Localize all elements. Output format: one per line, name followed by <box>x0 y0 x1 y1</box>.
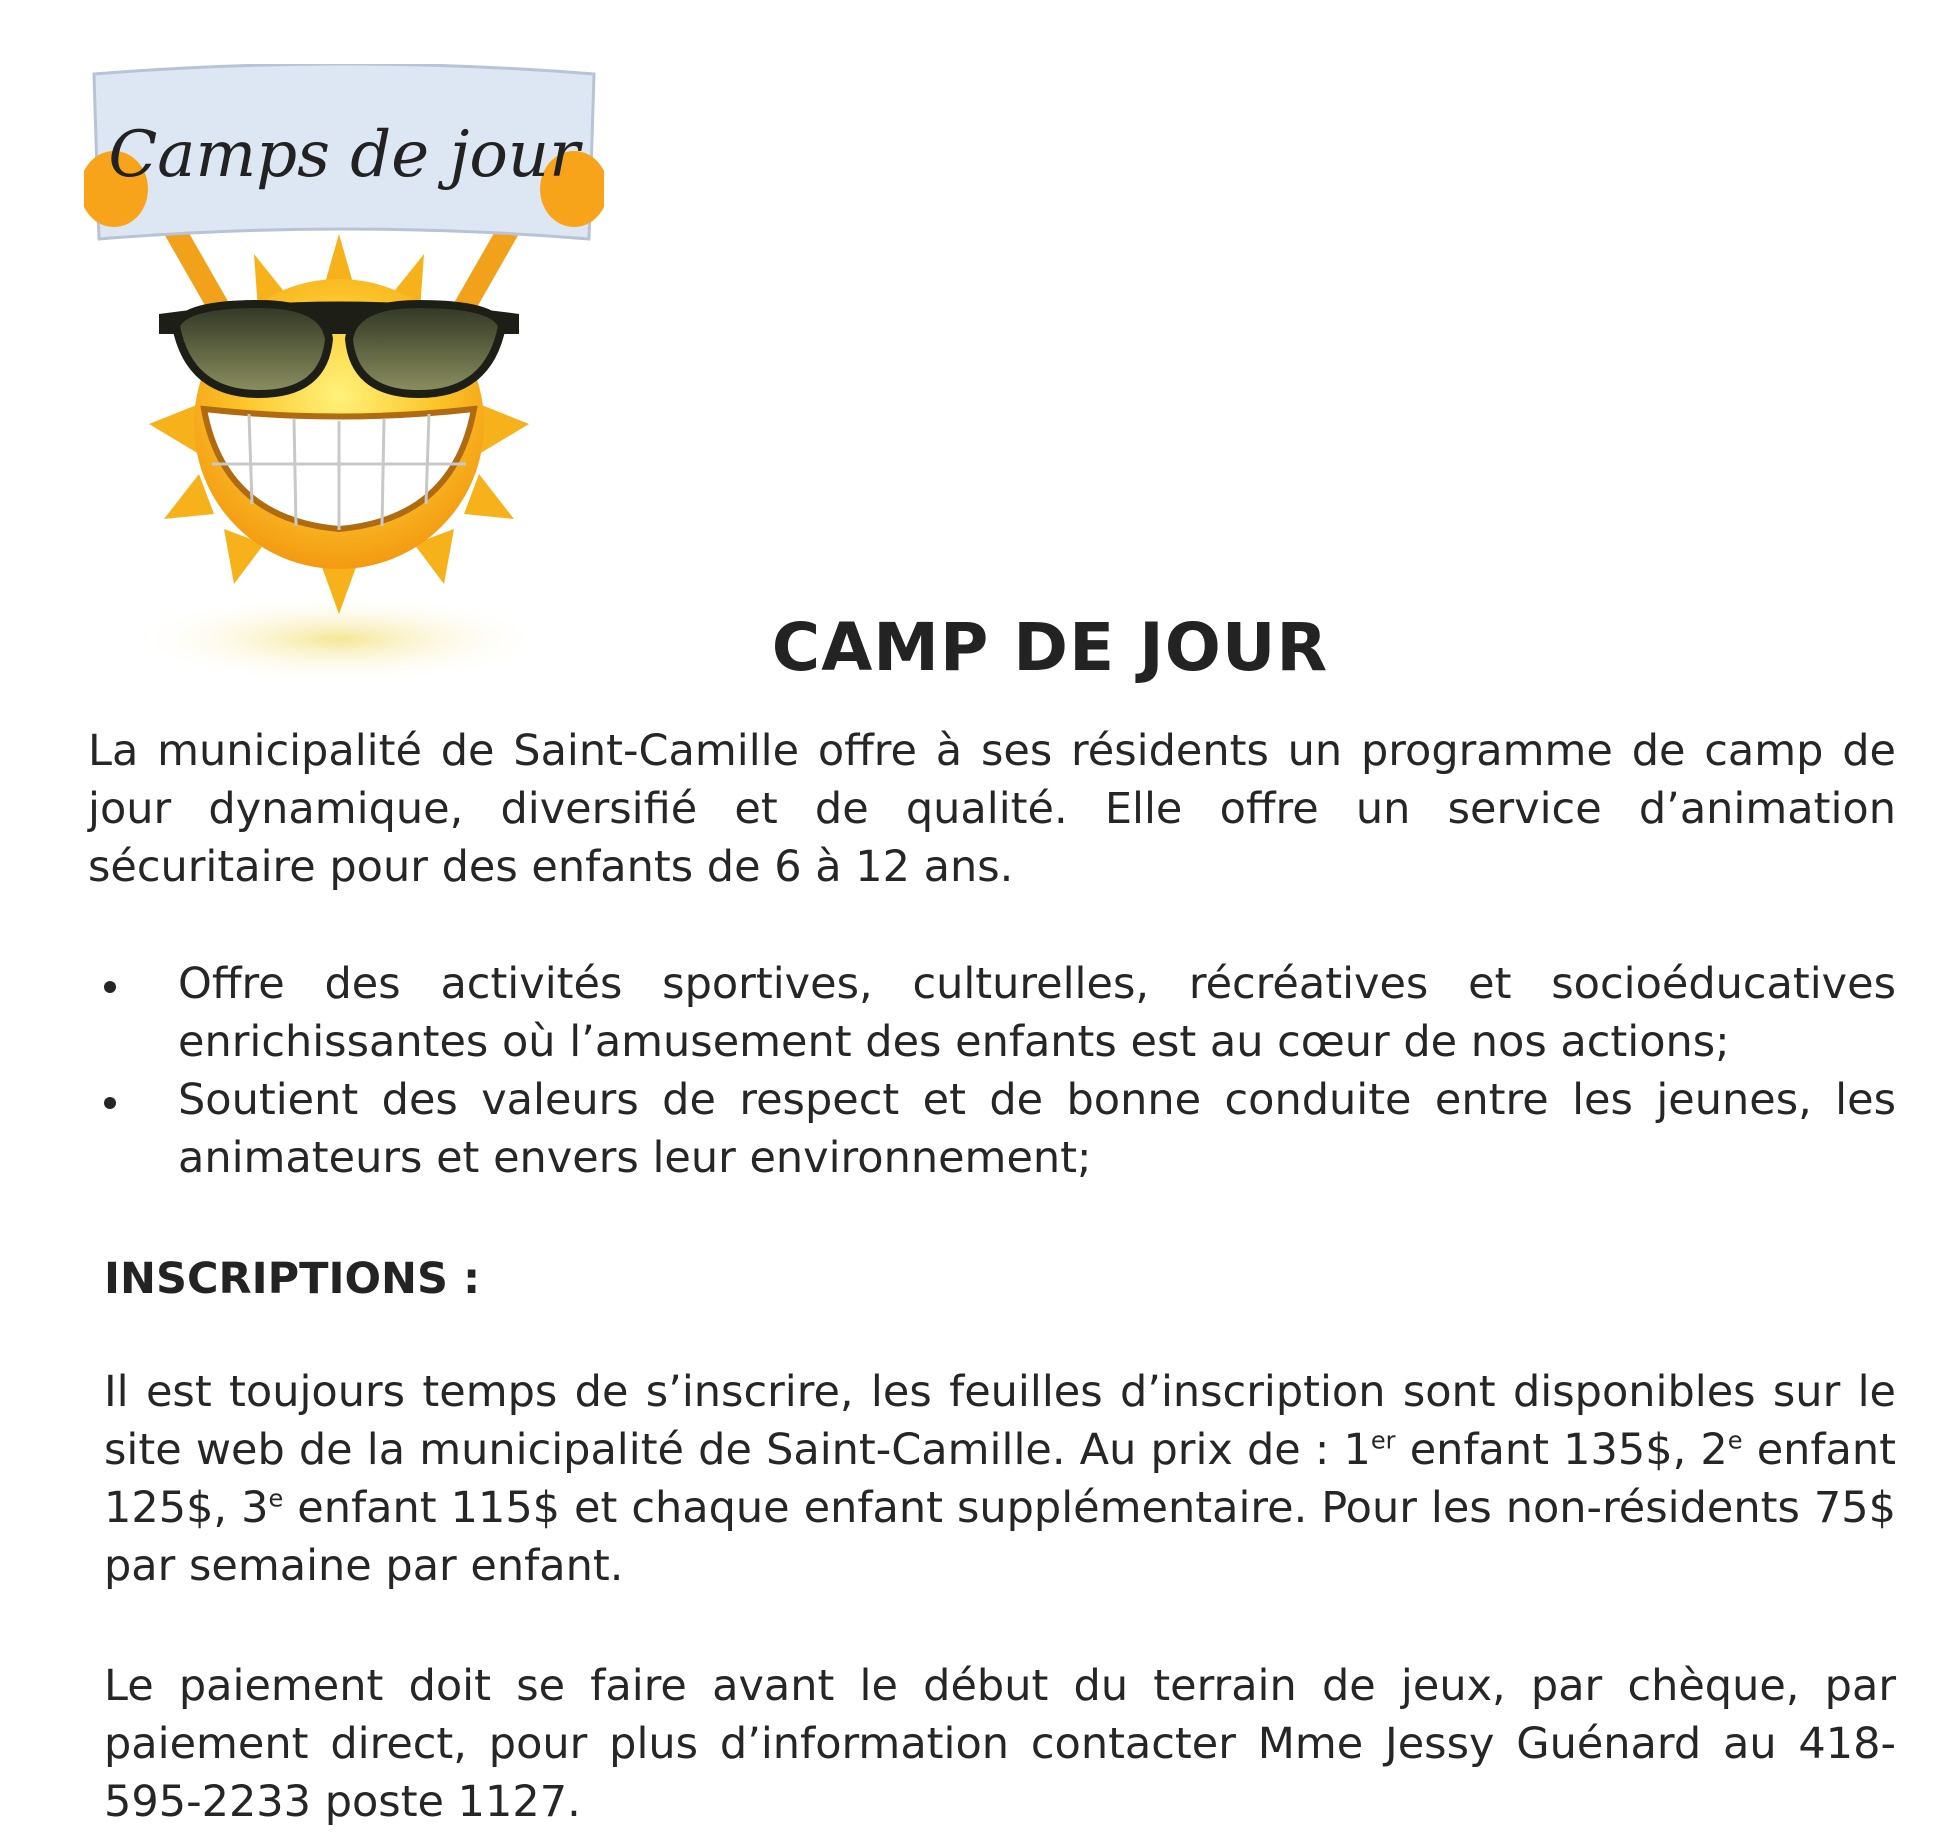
features-list <box>88 955 1896 1187</box>
list-item-text: Offre des activités sportives, culturelles, récréatives et socioéducatives enrichissantes où l’amusement des enfants est au cœur de nos actions; <box>178 959 1896 1067</box>
ordinal-suffix: e <box>268 1484 284 1513</box>
inscriptions-heading: INSCRIPTIONS : <box>104 1254 481 1304</box>
page-title: CAMP DE JOUR <box>771 609 1329 686</box>
intro-paragraph: La municipalité de Saint-Camille offre à ses résidents un programme de camp de jour dynamique, diversifié et de qualité. Elle offre un service d’animation sécuritaire pour des enfants de 6 à 12 ans. <box>88 726 1896 892</box>
registration-paragraph <box>104 1363 1896 1595</box>
registration-text-part: enfant 135$, 2 <box>1395 1425 1728 1475</box>
payment-paragraph: Le paiement doit se faire avant le début du terrain de jeux, par chèque, par paiement direct, pour plus d’information contacter Mme Jessy Guénard au 418-595-2233 poste 1127. <box>104 1661 1896 1827</box>
bullet-icon <box>104 981 116 993</box>
ordinal-suffix: er <box>1370 1426 1396 1455</box>
registration-text-part: enfant 125$, 3 <box>104 1425 1897 1533</box>
list-item <box>88 955 1896 1071</box>
registration-text-part: enfant 115$ et chaque enfant supplémentaire. Pour les non-résidents 75$ par semaine par enfant. <box>104 1483 1896 1591</box>
list-item-text: Soutient des valeurs de respect et de bonne conduite entre les jeunes, les animateurs et envers leur environnement; <box>178 1075 1896 1183</box>
list-item <box>88 1071 1896 1187</box>
logo-banner-text: Camps de jour <box>108 118 580 192</box>
ordinal-suffix: e <box>1727 1426 1743 1455</box>
registration-text-part: Il est toujours temps de s’inscrire, les feuilles d’inscription sont disponibles sur le site web de la municipalité de Saint-Camille. Au prix de : 1 <box>104 1367 1896 1475</box>
bullet-icon <box>104 1097 116 1109</box>
